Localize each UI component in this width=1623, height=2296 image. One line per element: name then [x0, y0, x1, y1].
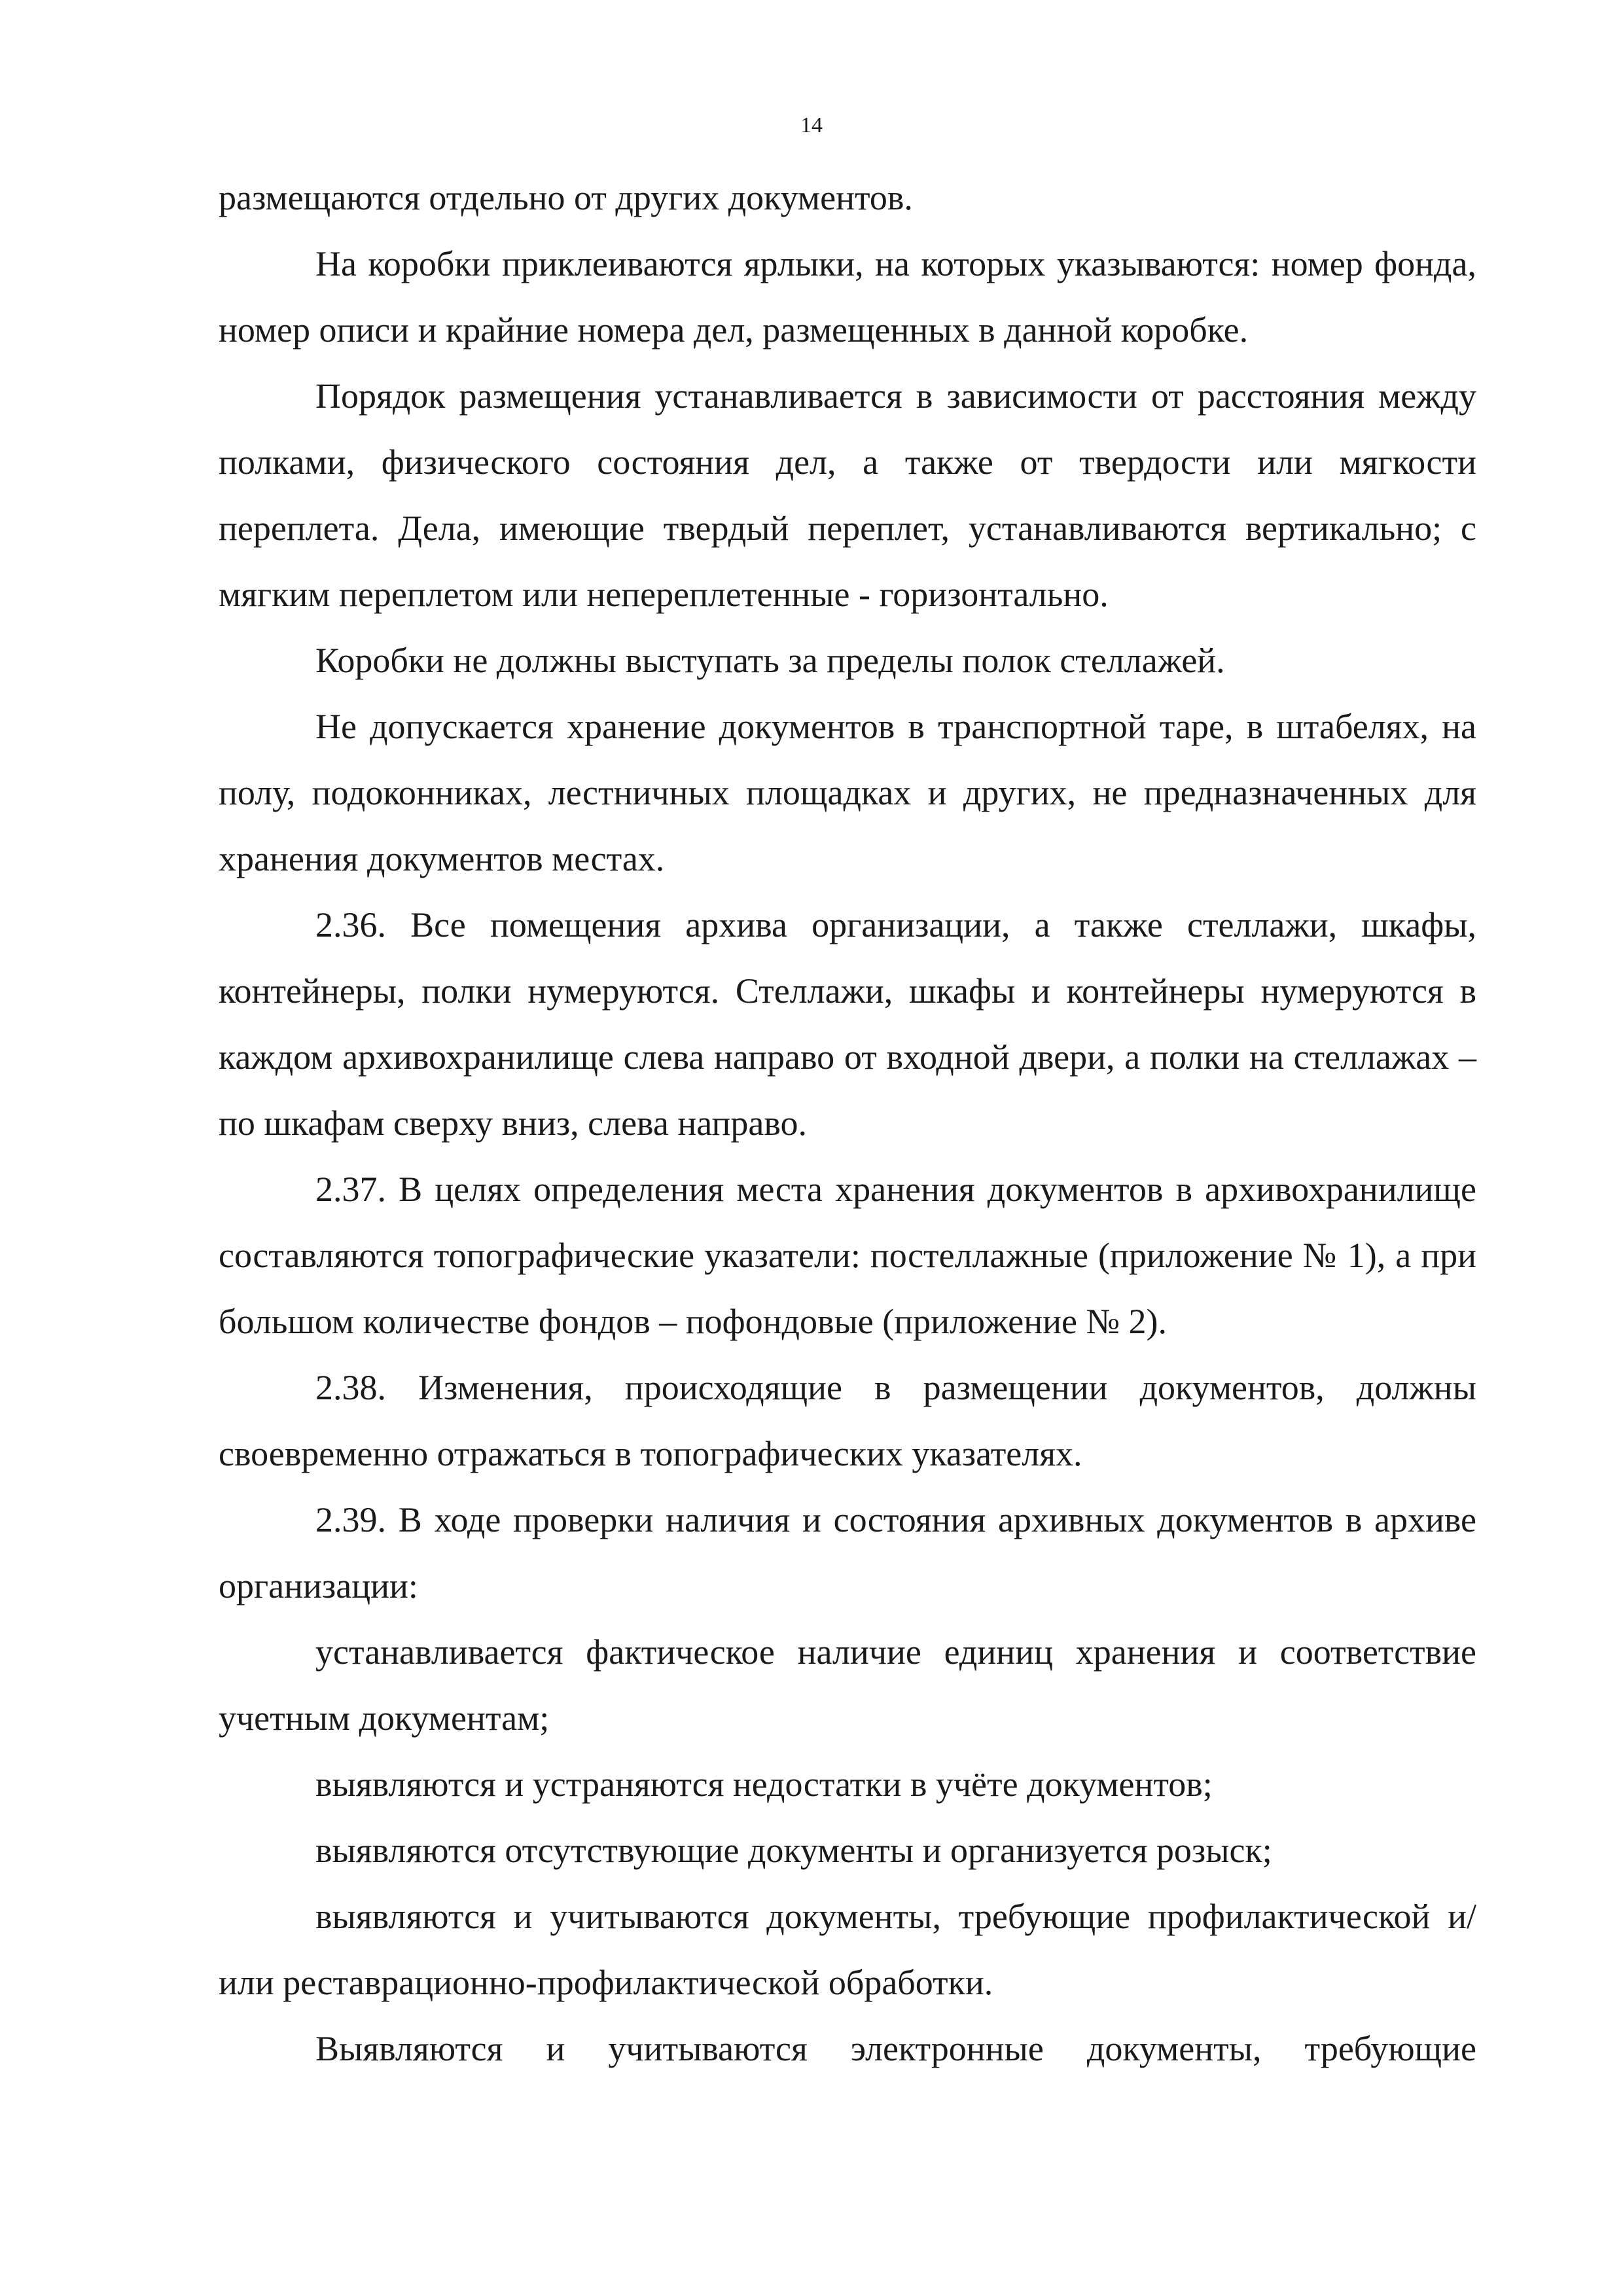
document-body: [219, 165, 1476, 2082]
paragraph-2-36: 2.36. Все помещения архива организации, а также стеллажи, шкафы, контейнеры, полки нумеруются. Стеллажи, шкафы и контейнеры нумеруются в каждом архивохранилище слева направо от входной двери, а полки на стеллажах – по шкафам сверху вниз, слева направо.: [219, 905, 1476, 1143]
paragraph-storage-prohibition: Не допускается хранение документов в транспортной таре, в штабелях, на полу, подоконниках, лестничных площадках и других, не предназначенных для хранения документов местах.: [219, 707, 1476, 878]
list-item-missing-documents: выявляются отсутствующие документы и организуется розыск;: [315, 1831, 1272, 1870]
paragraph-2-38: 2.38. Изменения, происходящие в размещении документов, должны своевременно отражаться в топографических указателях.: [219, 1368, 1476, 1473]
list-item-accounting-defects: выявляются и устраняются недостатки в учёте документов;: [315, 1765, 1213, 1804]
paragraph-2-39: 2.39. В ходе проверки наличия и состояния архивных документов в архиве организации:: [219, 1500, 1476, 1605]
paragraph-continuation: размещаются отдельно от других документов.: [219, 178, 913, 217]
paragraph-electronic-documents: Выявляются и учитываются электронные документы, требующие: [315, 2029, 1476, 2068]
paragraph-box-labels: На коробки приклеиваются ярлыки, на которых указываются: номер фонда, номер описи и крайние номера дел, размещенных в данной коробке.: [219, 244, 1476, 350]
list-item-actual-presence: устанавливается фактическое наличие единиц хранения и соответствие учетным документам;: [219, 1632, 1476, 1738]
list-item-preventive-treatment: выявляются и учитываются документы, требующие профилактической и/или реставрационно-профилактической обработки.: [219, 1897, 1476, 2002]
page-number: 14: [800, 113, 823, 137]
paragraph-boxes-shelves: Коробки не должны выступать за пределы полок стеллажей.: [315, 641, 1225, 680]
paragraph-placement-order: Порядок размещения устанавливается в зависимости от расстояния между полками, физического состояния дел, а также от твердости или мягкости переплета. Дела, имеющие твердый переплет, устанавливаются вертикально; с мягким переплетом или непереплетенные - горизонтально.: [219, 376, 1476, 614]
paragraph-2-37: 2.37. В целях определения места хранения документов в архивохранилище составляются топографические указатели: постеллажные (приложение № 1), а при большом количестве фондов – пофондовые (приложение № 2).: [219, 1170, 1476, 1341]
